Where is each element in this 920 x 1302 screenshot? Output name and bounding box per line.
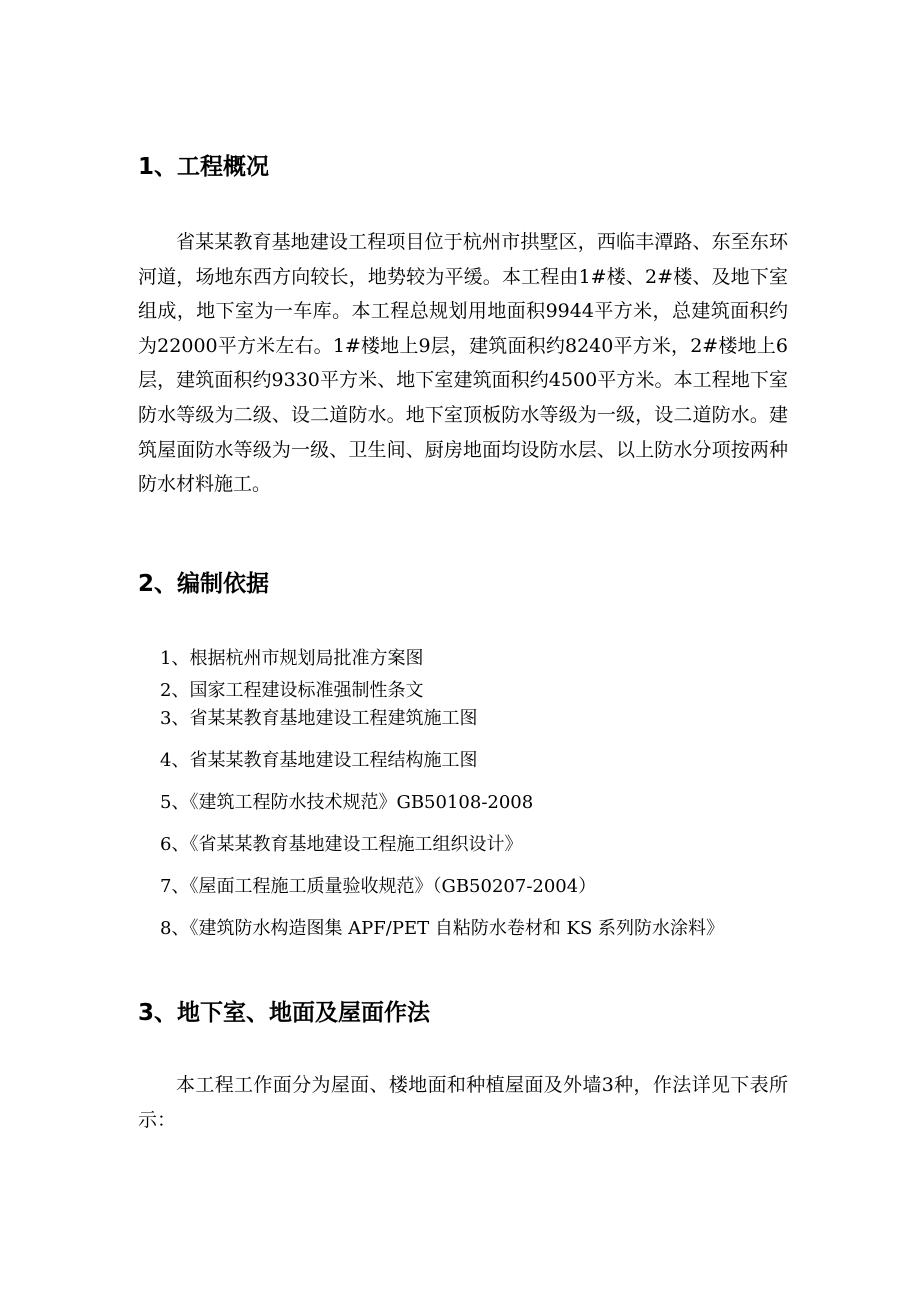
- basis-item-6: 6、《省某某教育基地建设工程施工组织设计》: [160, 834, 523, 855]
- overview-paragraph: 省某某教育基地建设工程项目位于杭州市拱墅区，西临丰潭路、东至东环河道，场地东西方向较长，地势较为平缓。本工程由1#楼、2#楼、及地下室组成，地下室为一车库。本工程总规划用地面积9944平方米，总建筑面积约为22000平方米左右。1#楼地上9层，建筑面积约8240平方米，2#楼地上6层，建筑面积约9330平方米、地下室建筑面积约4500平方米。本工程地下室防水等级为二级、设二道防水。地下室顶板防水等级为一级，设二道防水。建筑屋面防水等级为一级、卫生间、厨房地面均设防水层、以上防水分项按两种防水材料施工。: [138, 231, 788, 496]
- methods-paragraph: 本工程工作面分为屋面、楼地面和种植屋面及外墙3种，作法详见下表所示：: [138, 1074, 788, 1131]
- basis-item-4: 4、省某某教育基地建设工程结构施工图: [160, 750, 478, 771]
- basis-item-8: 8、《建筑防水构造图集 APF/PET 自粘防水卷材和 KS 系列防水涂料》: [160, 918, 725, 939]
- section-heading-overview: 1、工程概况: [138, 154, 270, 180]
- basis-item-2: 2、国家工程建设标准强制性条文: [160, 680, 424, 701]
- basis-item-5: 5、《建筑工程防水技术规范》GB50108-2008: [160, 792, 534, 813]
- basis-item-7: 7、《屋面工程施工质量验收规范》（GB50207-2004）: [160, 876, 597, 897]
- basis-item-1: 1、根据杭州市规划局批准方案图: [160, 648, 424, 669]
- section-heading-basis: 2、编制依据: [138, 571, 270, 597]
- basis-item-3: 3、省某某教育基地建设工程建筑施工图: [160, 708, 478, 729]
- section-heading-methods: 3、地下室、地面及屋面作法: [138, 1000, 431, 1026]
